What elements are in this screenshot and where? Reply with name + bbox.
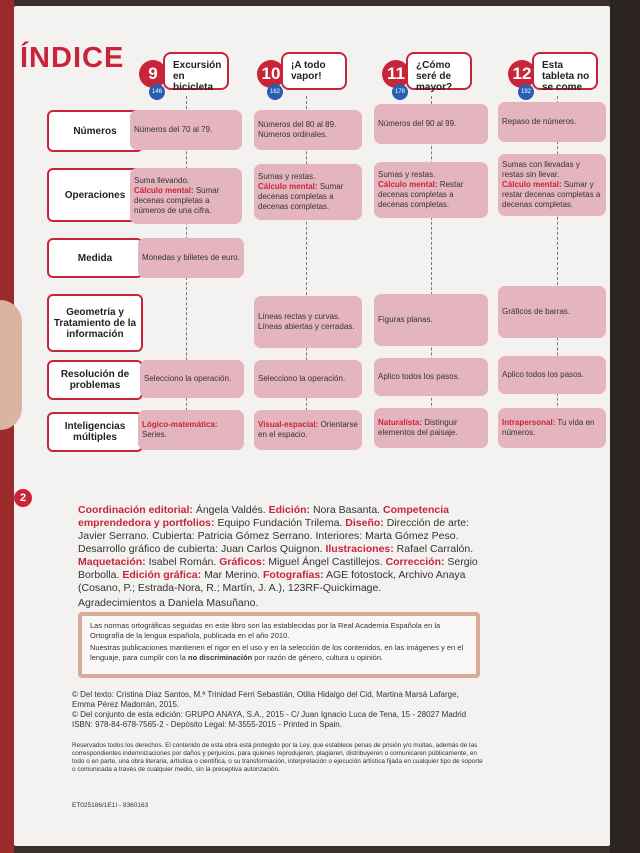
cell-text: Líneas abiertas y cerradas. xyxy=(258,322,355,331)
cell-text: Líneas rectas y curvas. xyxy=(258,312,341,321)
cell-text: Repaso de números. xyxy=(502,117,577,126)
copyright-line: © Del texto: Cristina Díaz Santos, M.ª Trinidad Ferri Sebastián, Otilia Hidalgo del Cid, Martina Marsá Lafarge, Emma Pérez Madorrán, 2015. xyxy=(72,690,459,709)
notice-text: Nuestras publicaciones mantienen el rigor en el uso y en la selección de los contenidos, en las imágenes y en el lenguaje, para cumplir con la xyxy=(90,643,464,662)
cell-resolucion-u12 xyxy=(498,356,606,394)
cell-text: Sumas y restas. xyxy=(378,170,436,179)
cell-highlight: Visual-espacial: xyxy=(258,420,319,429)
credit-label: Coordinación editorial: xyxy=(78,504,193,516)
notice-emphasis: no discriminación xyxy=(187,652,253,662)
unit-number: 12 xyxy=(508,60,536,88)
cell-text: Selecciono la operación. xyxy=(258,374,346,383)
row-label-numeros: Números xyxy=(47,110,143,152)
cell-text: Sumas con llevadas y restas sin llevar. xyxy=(502,160,580,179)
cell-medida-u9 xyxy=(138,238,244,278)
cell-operaciones-u12 xyxy=(498,154,606,216)
credit-text: Mar Merino. xyxy=(204,569,261,581)
reader-thumb xyxy=(0,300,22,430)
background-edge xyxy=(610,0,640,853)
cell-text: Orientarse en el espacio. xyxy=(258,420,358,439)
cell-highlight: Cálculo mental: xyxy=(134,186,194,195)
unit-page-badge: 192 xyxy=(518,84,534,100)
row-label-geometria: Geometría y Tratamiento de la información xyxy=(47,294,143,352)
cell-text: Sumar decenas completas a decenas completas. xyxy=(258,182,344,211)
credit-text: Isabel Román. xyxy=(148,556,217,568)
unit-title: Excursión en bicicleta xyxy=(163,52,229,90)
unit-page-badge: 178 xyxy=(392,84,408,100)
credit-label: Maquetación: xyxy=(78,556,146,568)
cell-highlight: Cálculo mental: xyxy=(378,180,438,189)
credit-label: Competencia emprendedora y portfolios: xyxy=(78,504,449,529)
credit-label: Corrección: xyxy=(385,556,445,568)
cell-geometria-u10 xyxy=(254,296,362,348)
row-label-inteligencias: Inteligencias múltiples xyxy=(47,412,143,452)
cell-operaciones-u9 xyxy=(130,168,242,224)
credit-text: Miguel Ángel Castillejos. xyxy=(268,556,383,568)
credit-text: Rafael Carralón. xyxy=(396,543,474,555)
cell-operaciones-u10 xyxy=(254,164,362,220)
cell-text: Suma llevando. xyxy=(134,176,190,185)
edition-code: ET025186/1E1I - 8360163 xyxy=(72,802,149,809)
unit-page-badge: 146 xyxy=(149,84,165,100)
cell-numeros-u12 xyxy=(498,102,606,142)
unit-number: 11 xyxy=(382,60,410,88)
credit-text: Nora Basanta. xyxy=(312,504,381,516)
cell-text: Monedas y billetes de euro. xyxy=(142,253,240,262)
credit-text: AGE fotostock, Archivo Anaya (Cosano, P.; Estrada-Nora, R.; Martín, J. A.), 123RF-Quickimage. xyxy=(78,569,466,594)
credit-label: Edición: xyxy=(268,504,311,516)
unit-title: ¡A todo vapor! xyxy=(281,52,347,90)
cell-text: Sumar y restar decenas completas a decenas completas. xyxy=(502,180,601,209)
credit-label: Ilustraciones: xyxy=(325,543,394,555)
credit-text: Ángela Valdés. xyxy=(195,504,266,516)
orthography-notice xyxy=(78,612,480,678)
notice-text: por razón de género, cultura u opinión. xyxy=(252,652,384,662)
credit-text: Equipo Fundación Trilema. xyxy=(217,517,343,529)
credit-label: Gráficos: xyxy=(219,556,266,568)
cell-text: Números del 70 al 79. xyxy=(134,125,213,134)
cell-text: Sumas y restas. xyxy=(258,172,316,181)
copyright-block xyxy=(72,690,484,730)
cell-text: Números del 80 al 89. xyxy=(258,120,337,129)
row-label-medida: Medida xyxy=(47,238,143,278)
cell-geometria-u12 xyxy=(498,286,606,338)
credit-text: Dirección de arte: Javier Serrano. Cubierta: Patricia Gómez Serrano. Interiores: Marta Gómez Peso. Desarrollo gráfico de cubierta: Juan Carlos Quignon. xyxy=(78,517,469,555)
cell-numeros-u10 xyxy=(254,110,362,150)
cell-resolucion-u9 xyxy=(140,360,244,398)
credits-block xyxy=(78,504,490,610)
unit-page-badge: 162 xyxy=(267,84,283,100)
notice-paragraph xyxy=(90,643,468,662)
cell-text: Figuras planas. xyxy=(378,315,433,324)
cell-highlight: Cálculo mental: xyxy=(502,180,562,189)
cell-geometria-u11 xyxy=(374,294,488,346)
cell-text: Series. xyxy=(142,430,167,439)
cell-resolucion-u11 xyxy=(374,358,488,396)
cell-highlight: Lógico-matemática: xyxy=(142,420,218,429)
cell-operaciones-u11 xyxy=(374,162,488,218)
book-page xyxy=(14,6,610,846)
credit-label: Fotografías: xyxy=(263,569,324,581)
credit-label: Diseño: xyxy=(345,517,384,529)
page-number-badge: 2 xyxy=(14,489,32,507)
page-title: ÍNDICE xyxy=(20,42,125,74)
credit-text: Sergio Borbolla. xyxy=(78,556,478,581)
cell-inteligencias-u10 xyxy=(254,410,362,450)
copyright-line: ISBN: 978-84-678-7565-2 - Depósito Legal: M-3555-2015 - Printed in Spain. xyxy=(72,720,342,729)
cell-text: Selecciono la operación. xyxy=(144,374,232,383)
cell-resolucion-u10 xyxy=(254,360,362,398)
cell-numeros-u9 xyxy=(130,110,242,150)
row-label-resolucion: Resolución de problemas xyxy=(47,360,143,400)
cell-text: Sumar decenas completas a números de una cifra. xyxy=(134,186,220,215)
cell-text: Aplico todos los pasos. xyxy=(378,372,460,381)
cell-text: Tu vida en números. xyxy=(502,418,595,437)
unit-number: 9 xyxy=(139,60,167,88)
cell-text: Aplico todos los pasos. xyxy=(502,370,584,379)
cell-text: Números ordinales. xyxy=(258,130,328,139)
cell-text: Gráficos de barras. xyxy=(502,307,571,316)
cell-highlight: Naturalista: xyxy=(378,418,423,427)
cell-inteligencias-u9 xyxy=(138,410,244,450)
cell-inteligencias-u12 xyxy=(498,408,606,448)
rights-notice: Reservados todos los derechos. El contenido de esta obra está protegido por la Ley, que establece penas de prisión y/o multas, además de las correspondientes indemnizaciones por daños y perjuicios, para quienes reprodujeren, plagiaren, distribuyeren o comunicaren públicamente, en todo o en parte, una obra literaria, artística o científica, o su transformación, interpretación o ejecución artística fijada en cualquier tipo de soporte o comunicada a través de cualquier medio, sin la preceptiva autorización. xyxy=(72,742,483,773)
cell-text: Distinguir elementos del paisaje. xyxy=(378,418,458,437)
cell-highlight: Cálculo mental: xyxy=(258,182,318,191)
cell-inteligencias-u11 xyxy=(374,408,488,448)
copyright-line: © Del conjunto de esta edición: GRUPO ANAYA, S.A., 2015 - C/ Juan Ignacio Luca de Tena, 15 - 28027 Madrid xyxy=(72,710,467,719)
notice-paragraph: Las normas ortográficas seguidas en este libro son las establecidas por la Real Academia Española en la Ortografía de la lengua española, publicada en el año 2010. xyxy=(90,621,441,640)
unit-title: Esta tableta no se come xyxy=(532,52,598,90)
credit-label: Edición gráfica: xyxy=(122,569,202,581)
row-label-operaciones: Operaciones xyxy=(47,168,143,222)
unit-title: ¿Cómo seré de mayor? xyxy=(406,52,472,90)
acknowledgement: Agradecimientos a Daniela Masuñano. xyxy=(78,597,259,609)
unit-number: 10 xyxy=(257,60,285,88)
cell-numeros-u11 xyxy=(374,104,488,144)
cell-text: Números del 90 al 99. xyxy=(378,119,457,128)
cell-highlight: Intrapersonal: xyxy=(502,418,556,427)
cell-text: Restar decenas completas a decenas completas. xyxy=(378,180,464,209)
